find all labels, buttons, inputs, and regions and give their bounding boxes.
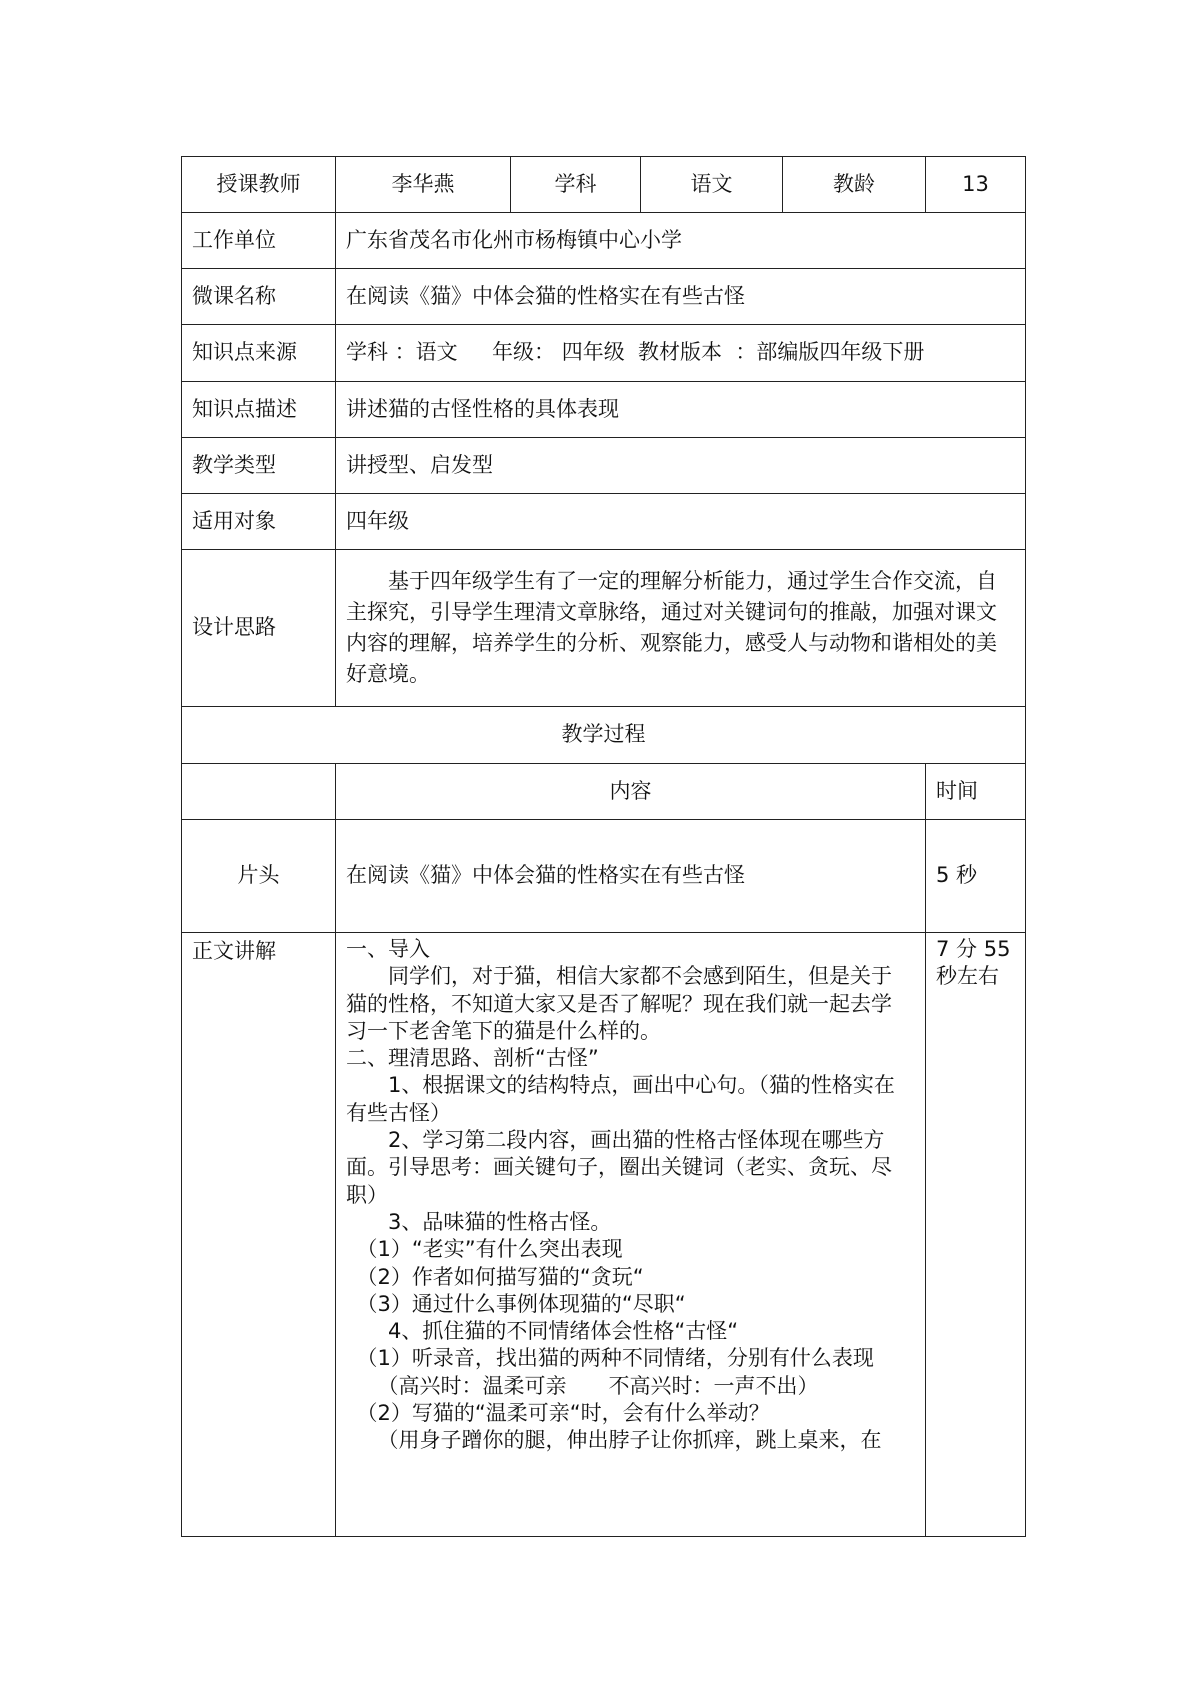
teacher-name: 李华燕 — [336, 157, 511, 213]
unit-label: 工作单位 — [182, 213, 336, 269]
course-row — [182, 269, 1026, 325]
opening-content: 在阅读《猫》中体会猫的性格实在有些古怪 — [336, 820, 926, 933]
main-line: 1、根据课文的结构特点，画出中心句。（猫的性格实在 — [346, 1073, 895, 1098]
target-row — [182, 494, 1026, 550]
opening-label: 片头 — [182, 820, 336, 933]
subject-value: 语文 — [641, 157, 783, 213]
unit-row — [182, 213, 1026, 269]
main-line: （2）作者如何描写猫的“贪玩“ — [346, 1264, 644, 1289]
content-header: 内容 — [336, 764, 926, 820]
main-line: 猫的性格，不知道大家又是否了解呢？现在我们就一起去学 — [346, 991, 892, 1016]
target-label: 适用对象 — [182, 494, 336, 550]
unit-value: 广东省茂名市化州市杨梅镇中心小学 — [336, 213, 1026, 269]
main-row — [182, 933, 1026, 1537]
main-line: （1）听录音，找出猫的两种不同情绪，分别有什么表现 — [346, 1346, 874, 1371]
target-value: 四年级 — [336, 494, 1026, 550]
source-value: 学科 ：语文 年级： 四年级 教材版本 ：部编版四年级下册 — [336, 325, 1026, 382]
desc-label: 知识点描述 — [182, 382, 336, 438]
course-value: 在阅读《猫》中体会猫的性格实在有些古怪 — [336, 269, 1026, 325]
main-line: 有些古怪） — [346, 1100, 451, 1125]
main-line: 3、品味猫的性格古怪。 — [346, 1209, 612, 1234]
main-line: （3）通过什么事例体现猫的“尽职“ — [346, 1291, 686, 1316]
desc-value: 讲述猫的古怪性格的具体表现 — [336, 382, 1026, 438]
main-content — [336, 933, 926, 1537]
main-line: （2）写猫的“温柔可亲“时，会有什么举动？ — [346, 1401, 770, 1426]
lesson-info-table — [181, 156, 1026, 1537]
source-label: 知识点来源 — [182, 325, 336, 382]
desc-row — [182, 382, 1026, 438]
design-label: 设计思路 — [182, 550, 336, 707]
type-label: 教学类型 — [182, 438, 336, 494]
main-line: 二、理清思路、剖析“古怪” — [346, 1046, 599, 1071]
main-line: 同学们，对于猫，相信大家都不会感到陌生，但是关于 — [346, 964, 892, 989]
subject-label: 学科 — [511, 157, 641, 213]
main-line: 职） — [346, 1182, 388, 1207]
process-header-row — [182, 764, 1026, 820]
opening-row — [182, 820, 1026, 933]
type-value: 讲授型、启发型 — [336, 438, 1026, 494]
teacher-label: 授课教师 — [182, 157, 336, 213]
process-title: 教学过程 — [182, 707, 1026, 764]
process-header-blank — [182, 764, 336, 820]
main-line: （用身子蹭你的腿，伸出脖子让你抓痒，跳上桌来，在 — [346, 1428, 882, 1453]
years-label: 教龄 — [783, 157, 926, 213]
header-row — [182, 157, 1026, 213]
time-header: 时间 — [926, 764, 1026, 820]
design-text: 基于四年级学生有了一定的理解分析能力，通过学生合作交流，自主探究，引导学生理清文章脉络，通过对关键词句的推敲，加强对课文内容的理解，培养学生的分析、观察能力，感受人与动物和谐相处的美好意境。 — [346, 569, 997, 686]
main-time: 7 分 55 秒左右 — [926, 933, 1026, 1537]
main-line: 习一下老舍笔下的猫是什么样的。 — [346, 1018, 661, 1043]
main-label: 正文讲解 — [182, 933, 336, 1537]
main-line: 面。引导思考：画关键句子，圈出关键词（老实、贪玩、尽 — [346, 1155, 892, 1180]
main-line: （1）“老实”有什么突出表现 — [346, 1237, 623, 1262]
years-value: 13 — [926, 157, 1026, 213]
process-title-row — [182, 707, 1026, 764]
course-label: 微课名称 — [182, 269, 336, 325]
opening-time: 5 秒 — [926, 820, 1026, 933]
main-line: 一、导入 — [346, 937, 430, 961]
main-line: 2、学习第二段内容，画出猫的性格古怪体现在哪些方 — [346, 1128, 885, 1153]
main-line: （高兴时：温柔可亲 不高兴时：一声不出） — [346, 1373, 819, 1398]
source-row — [182, 325, 1026, 382]
design-row — [182, 550, 1026, 707]
design-cell — [336, 550, 1026, 707]
main-line: 4、抓住猫的不同情绪体会性格“古怪“ — [346, 1319, 739, 1344]
type-row — [182, 438, 1026, 494]
